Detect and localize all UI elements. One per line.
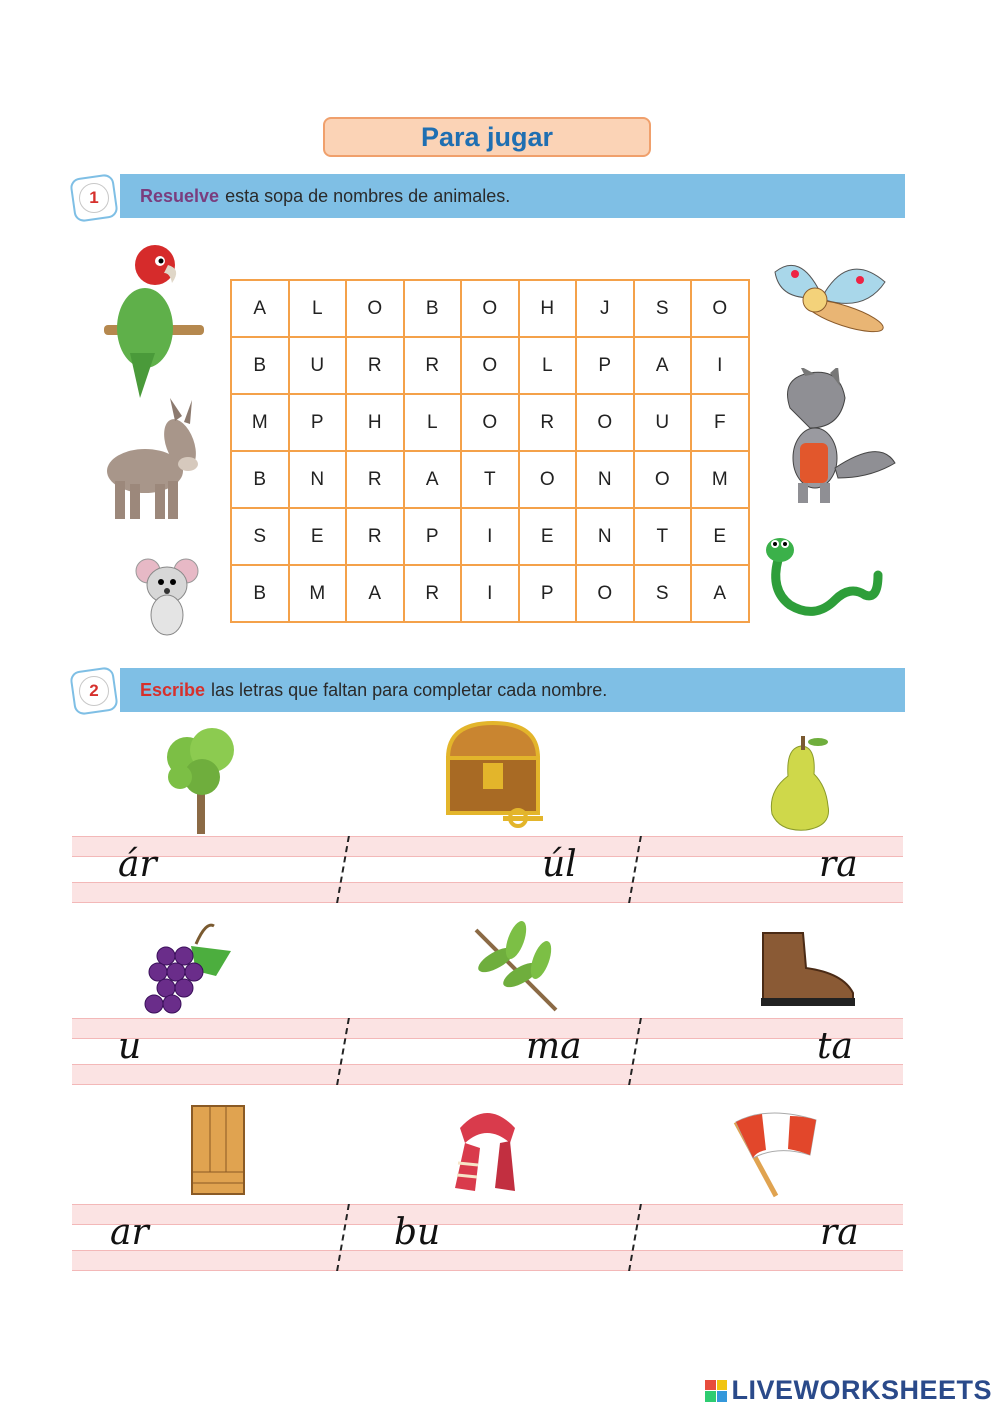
section-number: 2 bbox=[79, 676, 109, 706]
butterfly-icon bbox=[770, 252, 890, 344]
grid-cell: P bbox=[576, 337, 634, 394]
grid-cell: A bbox=[691, 565, 749, 622]
mouse-icon bbox=[134, 555, 200, 639]
instruction-keyword: Escribe bbox=[140, 679, 206, 700]
section-number: 1 bbox=[79, 183, 109, 213]
scarf-icon bbox=[450, 1103, 525, 1198]
grid-cell: O bbox=[576, 565, 634, 622]
grid-cell: F bbox=[691, 394, 749, 451]
grid-cell: T bbox=[461, 451, 519, 508]
grid-cell: R bbox=[346, 451, 404, 508]
snake-icon bbox=[760, 530, 884, 620]
grid-cell: A bbox=[231, 280, 289, 337]
instruction-text: las letras que faltan para completar cada nombre. bbox=[211, 679, 608, 700]
instruction-text: esta sopa de nombres de animales. bbox=[225, 185, 511, 206]
grid-cell: B bbox=[231, 337, 289, 394]
logo-text: LIVEWORKSHEETS bbox=[731, 1375, 992, 1405]
grid-cell: J bbox=[576, 280, 634, 337]
grapes-icon bbox=[136, 916, 236, 1020]
grid-cell: O bbox=[634, 451, 692, 508]
grid-cell: H bbox=[346, 394, 404, 451]
grid-cell: B bbox=[231, 451, 289, 508]
grid-row bbox=[231, 280, 749, 337]
grid-cell: A bbox=[346, 565, 404, 622]
grid-cell: O bbox=[461, 394, 519, 451]
grid-cell: S bbox=[634, 565, 692, 622]
donkey-icon bbox=[100, 396, 200, 524]
writing-row bbox=[72, 1204, 903, 1271]
grid-cell: B bbox=[231, 565, 289, 622]
writing-row bbox=[72, 836, 903, 903]
grid-cell: O bbox=[519, 451, 577, 508]
grid-cell: N bbox=[289, 451, 347, 508]
grid-cell: T bbox=[634, 508, 692, 565]
word-fragment: ra bbox=[819, 844, 858, 885]
word-search-grid bbox=[230, 279, 750, 623]
word-fragment: ta bbox=[817, 1026, 853, 1067]
grid-cell: P bbox=[289, 394, 347, 451]
grid-cell: I bbox=[691, 337, 749, 394]
word-fragment: úl bbox=[542, 844, 577, 885]
grid-cell: I bbox=[461, 508, 519, 565]
grid-row bbox=[231, 508, 749, 565]
grid-cell: L bbox=[404, 394, 462, 451]
page-title: Para jugar bbox=[420, 121, 554, 152]
page-title-box bbox=[323, 117, 651, 157]
grid-cell: U bbox=[634, 394, 692, 451]
grid-cell: S bbox=[634, 280, 692, 337]
logo-mark-icon bbox=[705, 1380, 727, 1402]
wolf-icon bbox=[770, 368, 900, 508]
word-fragment: ra bbox=[820, 1212, 859, 1253]
tree-icon bbox=[162, 722, 240, 834]
grid-cell: E bbox=[289, 508, 347, 565]
grid-cell: O bbox=[346, 280, 404, 337]
pear-icon bbox=[766, 736, 836, 832]
grid-cell: E bbox=[519, 508, 577, 565]
grid-cell: L bbox=[519, 337, 577, 394]
grid-cell: R bbox=[346, 508, 404, 565]
grid-cell: M bbox=[289, 565, 347, 622]
parrot-icon bbox=[100, 243, 208, 400]
word-fragment: ár bbox=[118, 844, 157, 885]
liveworksheets-logo bbox=[705, 1375, 992, 1406]
grid-cell: R bbox=[404, 337, 462, 394]
grid-cell: A bbox=[634, 337, 692, 394]
section-number-badge bbox=[69, 173, 119, 223]
instruction-bar-1 bbox=[120, 174, 905, 218]
grid-cell: R bbox=[346, 337, 404, 394]
grid-row bbox=[231, 394, 749, 451]
grid-cell: L bbox=[289, 280, 347, 337]
grid-cell: N bbox=[576, 451, 634, 508]
grid-cell: P bbox=[519, 565, 577, 622]
grid-row bbox=[231, 451, 749, 508]
instruction-keyword: Resuelve bbox=[140, 185, 220, 206]
grid-cell: P bbox=[404, 508, 462, 565]
word-fragment: u bbox=[118, 1026, 142, 1067]
writing-row bbox=[72, 1018, 903, 1085]
boot-icon bbox=[758, 928, 858, 1008]
grid-cell: R bbox=[519, 394, 577, 451]
grid-cell: A bbox=[404, 451, 462, 508]
grid-cell: O bbox=[691, 280, 749, 337]
word-fragment: ar bbox=[110, 1212, 149, 1253]
grid-cell: E bbox=[691, 508, 749, 565]
grid-cell: O bbox=[461, 337, 519, 394]
grid-cell: M bbox=[231, 394, 289, 451]
peru-flag-icon bbox=[728, 1110, 820, 1200]
grid-row bbox=[231, 337, 749, 394]
grid-cell: H bbox=[519, 280, 577, 337]
treasure-chest-icon bbox=[443, 718, 549, 836]
grid-cell: O bbox=[576, 394, 634, 451]
word-fragment: ma bbox=[526, 1026, 582, 1067]
section-number-badge bbox=[69, 666, 119, 716]
grid-row bbox=[231, 565, 749, 622]
grid-cell: R bbox=[404, 565, 462, 622]
grid-cell: B bbox=[404, 280, 462, 337]
grid-cell: I bbox=[461, 565, 519, 622]
word-fragment: bu bbox=[394, 1212, 441, 1253]
grid-cell: M bbox=[691, 451, 749, 508]
leaf-branch-icon bbox=[466, 920, 561, 1015]
instruction-bar-2 bbox=[120, 668, 905, 712]
grid-cell: O bbox=[461, 280, 519, 337]
wardrobe-icon bbox=[188, 1102, 248, 1200]
grid-cell: U bbox=[289, 337, 347, 394]
grid-cell: S bbox=[231, 508, 289, 565]
grid-cell: N bbox=[576, 508, 634, 565]
